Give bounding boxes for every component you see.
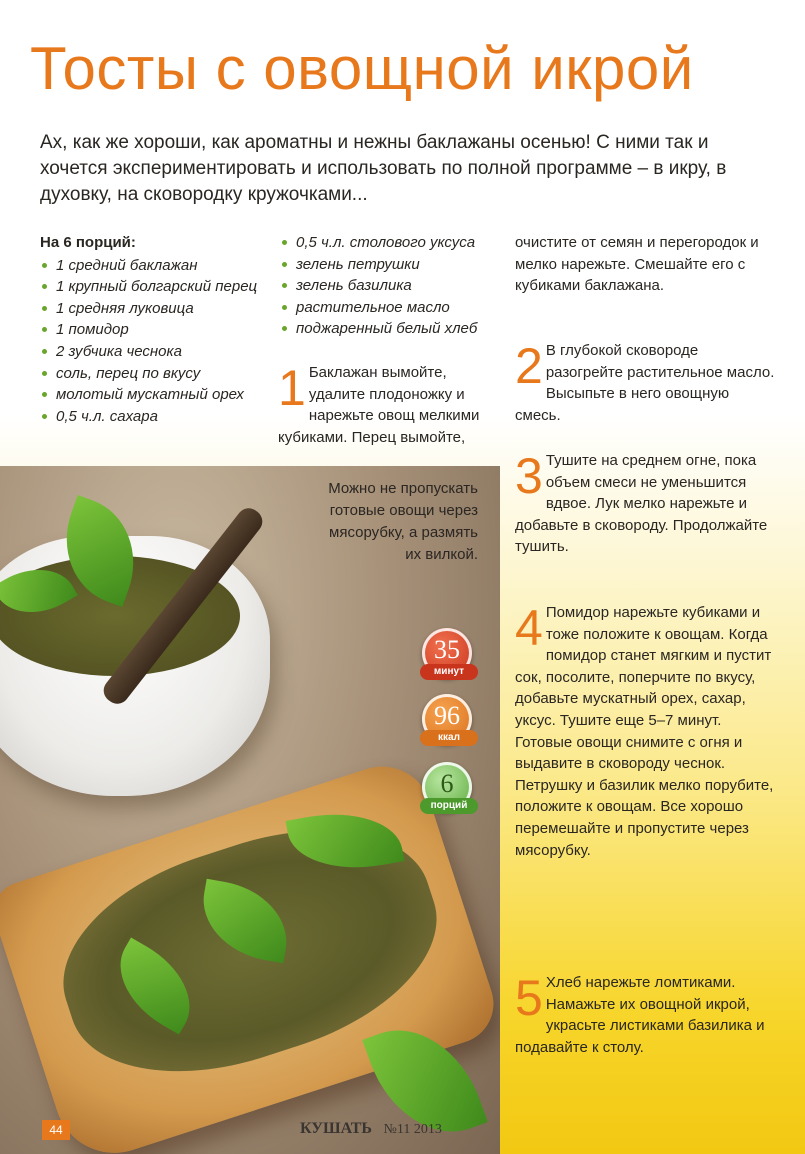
portions-label: порций [420,798,478,814]
step-text: Баклажан вымойте, удалите плодоножку и нарежьте овощ мелкими кубиками. Перец вымойте, [278,364,480,446]
step-text: В глубокой сковороде разогрейте растительное масло. Высыпьте в него овощную смесь. [515,342,775,424]
step-number: 3 [515,448,543,504]
issue-number: №11 2013 [383,1122,442,1137]
ingredient-item: молотый мускатный орех [40,384,270,406]
step-1-continued [515,232,775,297]
ingredient-item: 1 средний баклажан [40,255,270,277]
ingredient-list-2 [280,232,505,340]
intro-text: Ах, как же хороши, как ароматны и нежны баклажаны осенью! С ними так и хочется экспериментировать и использовать по полной программе – в икру, в духовку, на сковородку кружочками... [40,132,727,205]
step-1 [278,362,506,448]
kcal-value: 96 [422,694,472,744]
ingredients-column-2 [280,232,505,340]
page-title: Тосты с овощной икрой [30,35,694,102]
time-badge [420,628,474,680]
ingredient-item: 1 крупный болгарский перец [40,276,270,298]
servings-label: На 6 порций: [40,234,136,251]
kcal-label: ккал [420,730,478,746]
step-text: Тушите на среднем огне, пока объем смеси не уменьшится вдвое. Лук мелко нарежьте и добавьте в сковороду. Продолжайте тушить. [515,452,768,556]
portions-badge [420,762,474,814]
ingredient-item: 0,5 ч.л. сахара [40,406,270,428]
step-2 [515,340,777,426]
ingredients-column-1 [40,232,270,427]
step-number: 1 [278,360,306,416]
ingredient-item: соль, перец по вкусу [40,363,270,385]
step-text: Хлеб нарежьте ломтиками. Намажьте их овощной икрой, украсьте листиками базилика и подавайте к столу. [515,974,765,1056]
step-5 [515,972,777,1058]
step-text: Помидор нарежьте кубиками и тоже положите к овощам. Когда помидор станет мягким и пустит сок, посолите, поперчите по вкусу, добавьте мускатный орех, сахар, уксус. Тушите еще 5–7 минут. Готовые овощи снимите с огня и выдавите в сковороду чеснок. Петрушку и базилик мелко порубите, положите к овощам. Все хорошо перемешайте и пропустите через мясорубку. [515,604,774,859]
footer [300,1120,442,1138]
photo-note: Можно не пропускать готовые овощи через мясорубку, а размять их вилкой. [328,480,478,563]
step-3 [515,450,777,558]
ingredient-item: поджаренный белый хлеб [280,318,505,340]
kcal-badge [420,694,474,746]
ingredient-item: 2 зубчика чеснока [40,341,270,363]
step-number: 4 [515,600,543,656]
ingredient-item: растительное масло [280,297,505,319]
ingredient-item: зелень петрушки [280,254,505,276]
time-label: минут [420,664,478,680]
page-number: 44 [42,1120,70,1140]
ingredient-item: зелень базилика [280,275,505,297]
ingredient-list-1 [40,255,270,428]
magazine-brand: КУШАТЬ [300,1120,372,1137]
ingredient-item: 0,5 ч.л. столового уксуса [280,232,505,254]
step-number: 2 [515,338,543,394]
step-1-continued-text: очистите от семян и перегородок и мелко нарежьте. Смешайте его с кубиками баклажана. [515,234,759,295]
time-value: 35 [422,628,472,678]
ingredient-item: 1 средняя луковица [40,298,270,320]
step-number: 5 [515,970,543,1026]
portions-value: 6 [422,762,472,812]
ingredient-item: 1 помидор [40,319,270,341]
step-4 [515,602,777,861]
